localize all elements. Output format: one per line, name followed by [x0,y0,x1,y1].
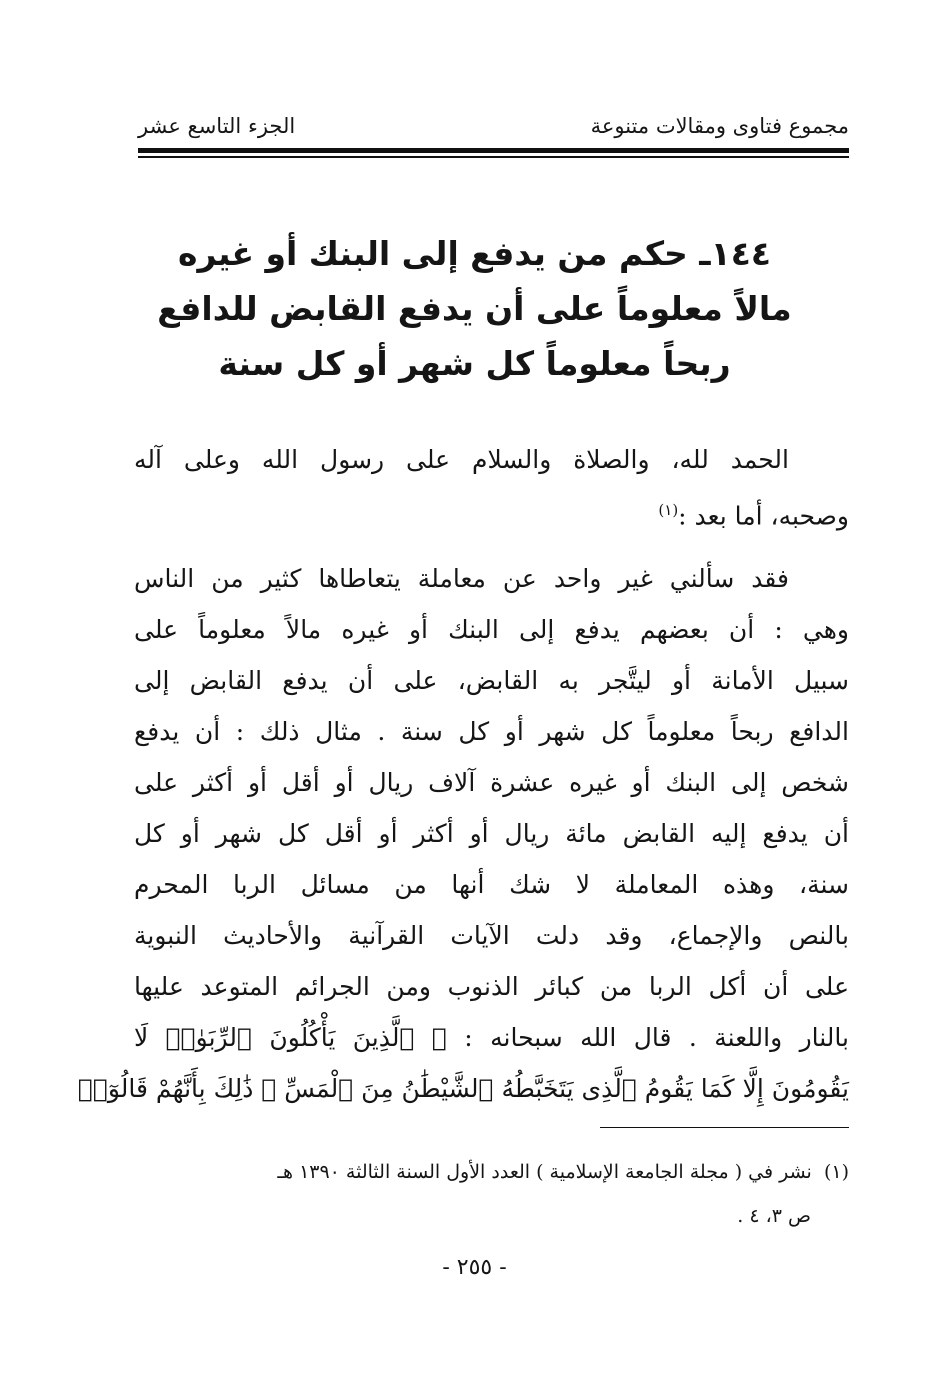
page-header [138,112,849,152]
text-line: الدافع ربحاً معلوماً كل شهر أو كل سنة . مثال ذلك : أن يدفع [134,717,849,747]
footnote-line [134,1150,849,1194]
text-line-content: وصحبه، أما بعد : [678,501,849,531]
footnote-separator [600,1127,849,1128]
chapter-title-line: مالاً معلوماً على أن يدفع القابض للدافع [157,289,792,328]
body-text [77,434,849,1114]
text-line: فقد سألني غير واحد عن معاملة يتعاطاها كثير من الناس [134,564,789,594]
text-line: شخص إلى البنك أو غيره عشرة آلاف ريال أو أقل أو أكثر على [134,768,849,798]
text-line: سنة، وهذه المعاملة لا شك أنها من مسائل الربا المحرم [134,870,849,900]
volume-label: الجزء التاسع عشر [138,114,296,138]
text-line: وهي : أن بعضهم يدفع إلى البنك أو غيره مالاً معلوماً على [134,615,849,645]
footnote-marker: (١) [823,1161,849,1183]
text-line [134,485,849,541]
text-line: بالنار واللعنة . قال الله سبحانه : ﴿ ٱلَّذِينَ يَأْكُلُونَ ٱلرِّبَوٰا۟ لَا [134,1023,849,1053]
text-line: بالنص والإجماع، وقد دلت الآيات القرآنية والأحاديث النبوية [134,921,849,951]
page-number: - ٢٥٥ - [442,1255,507,1280]
text-line: الحمد لله، والصلاة والسلام على رسول الله وعلى آله [134,445,789,474]
text-line: سبيل الأمانة أو ليتَّجر به القابض، على أن يدفع القابض إلى [134,666,849,696]
quran-verse-line: يَقُومُونَ إِلَّا كَمَا يَقُومُ ٱلَّذِى يَتَخَبَّطُهُ ٱلشَّيْطَٰنُ مِنَ ٱلْمَسِّ ۚ ذَٰلِكَ بِأَنَّهُمْ قَالُوٓا۟ [77,1074,849,1104]
chapter-title [130,226,819,391]
footnote-text: نشر في ( مجلة الجامعة الإسلامية ) العدد الأول السنة الثالثة ١٣٩٠ هـ [277,1161,812,1183]
footnote [134,1150,849,1238]
header-rule-thick [138,148,849,153]
running-title: مجموع فتاوى ومقالات متنوعة [590,114,849,138]
text-line: على أن أكل الربا من كبائر الذنوب ومن الجرائم المتوعد عليها [134,972,849,1002]
text-line: أن يدفع إليه القابض مائة ريال أو أكثر أو أقل كل شهر أو كل [134,819,849,849]
header-rule-thin [138,156,849,158]
paragraph-opening [134,434,849,541]
chapter-title-line: ١٤٤ـ حكم من يدفع إلى البنك أو غيره [177,234,772,273]
paragraph-main [77,553,849,1114]
footnote-reference: (١) [658,501,679,519]
chapter-title-line: ربحاً معلوماً كل شهر أو كل سنة [218,344,731,383]
footnote-line: ص ٣، ٤ . [737,1205,811,1227]
